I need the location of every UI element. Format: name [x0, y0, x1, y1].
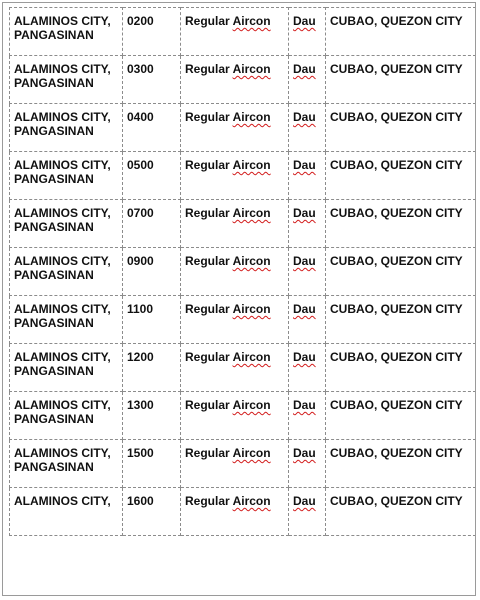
- bus-class-cell: [181, 344, 289, 392]
- departure-time-cell: 1100: [123, 296, 181, 344]
- bus-class-word-aircon: Aircon: [232, 110, 271, 124]
- bus-class-word-aircon: Aircon: [232, 398, 271, 412]
- departure-time-cell: 1600: [123, 488, 181, 536]
- via-cell: [289, 488, 326, 536]
- origin-cell: ALAMINOS CITY, PANGASINAN: [10, 152, 123, 200]
- destination-cell: CUBAO, QUEZON CITY: [326, 392, 476, 440]
- via-text: Dau: [293, 446, 316, 460]
- schedule-row: [10, 200, 476, 248]
- bus-class-word: Regular: [185, 206, 230, 220]
- schedule-row: [10, 296, 476, 344]
- departure-time-cell: 0300: [123, 56, 181, 104]
- origin-cell: ALAMINOS CITY,: [10, 488, 123, 536]
- via-cell: [289, 296, 326, 344]
- departure-time-cell: 1200: [123, 344, 181, 392]
- bus-class-word-aircon: Aircon: [232, 62, 271, 76]
- bus-class-word-aircon: Aircon: [232, 302, 271, 316]
- bus-class-word-aircon: Aircon: [232, 206, 271, 220]
- origin-cell: ALAMINOS CITY, PANGASINAN: [10, 200, 123, 248]
- bus-class-cell: [181, 152, 289, 200]
- via-text: Dau: [293, 158, 316, 172]
- bus-class-word-aircon: Aircon: [232, 350, 271, 364]
- bus-class-cell: [181, 56, 289, 104]
- destination-cell: CUBAO, QUEZON CITY: [326, 248, 476, 296]
- bus-class-cell: [181, 392, 289, 440]
- departure-time-cell: 0700: [123, 200, 181, 248]
- departure-time-cell: 1300: [123, 392, 181, 440]
- via-cell: [289, 248, 326, 296]
- schedule-row: [10, 248, 476, 296]
- via-cell: [289, 152, 326, 200]
- bus-class-cell: [181, 440, 289, 488]
- origin-cell: ALAMINOS CITY, PANGASINAN: [10, 56, 123, 104]
- destination-cell: CUBAO, QUEZON CITY: [326, 8, 476, 56]
- origin-cell: ALAMINOS CITY, PANGASINAN: [10, 440, 123, 488]
- origin-cell: ALAMINOS CITY, PANGASINAN: [10, 344, 123, 392]
- schedule-row: [10, 488, 476, 536]
- bus-class-word-aircon: Aircon: [232, 446, 271, 460]
- bus-class-cell: [181, 488, 289, 536]
- via-text: Dau: [293, 398, 316, 412]
- origin-cell: ALAMINOS CITY, PANGASINAN: [10, 392, 123, 440]
- schedule-row: [10, 392, 476, 440]
- via-text: Dau: [293, 62, 316, 76]
- origin-cell: ALAMINOS CITY, PANGASINAN: [10, 248, 123, 296]
- bus-class-cell: [181, 8, 289, 56]
- bus-class-word: Regular: [185, 494, 230, 508]
- bus-class-word: Regular: [185, 62, 230, 76]
- origin-cell: ALAMINOS CITY, PANGASINAN: [10, 296, 123, 344]
- origin-cell: ALAMINOS CITY, PANGASINAN: [10, 8, 123, 56]
- via-text: Dau: [293, 302, 316, 316]
- destination-cell: CUBAO, QUEZON CITY: [326, 488, 476, 536]
- schedule-row: [10, 440, 476, 488]
- bus-class-word-aircon: Aircon: [232, 254, 271, 268]
- via-text: Dau: [293, 14, 316, 28]
- bus-class-word: Regular: [185, 254, 230, 268]
- via-cell: [289, 440, 326, 488]
- schedule-row: [10, 8, 476, 56]
- bus-class-word-aircon: Aircon: [232, 14, 271, 28]
- via-cell: [289, 56, 326, 104]
- bus-class-word: Regular: [185, 110, 230, 124]
- via-cell: [289, 392, 326, 440]
- departure-time-cell: 0500: [123, 152, 181, 200]
- bus-class-word: Regular: [185, 446, 230, 460]
- via-text: Dau: [293, 494, 316, 508]
- via-cell: [289, 200, 326, 248]
- bus-class-word: Regular: [185, 302, 230, 316]
- document-frame: [2, 2, 476, 596]
- departure-time-cell: 1500: [123, 440, 181, 488]
- bus-schedule-table: [9, 7, 476, 536]
- departure-time-cell: 0400: [123, 104, 181, 152]
- via-cell: [289, 104, 326, 152]
- schedule-row: [10, 56, 476, 104]
- origin-cell: ALAMINOS CITY, PANGASINAN: [10, 104, 123, 152]
- destination-cell: CUBAO, QUEZON CITY: [326, 152, 476, 200]
- destination-cell: CUBAO, QUEZON CITY: [326, 56, 476, 104]
- bus-class-cell: [181, 248, 289, 296]
- destination-cell: CUBAO, QUEZON CITY: [326, 200, 476, 248]
- via-text: Dau: [293, 206, 316, 220]
- bus-class-word-aircon: Aircon: [232, 494, 271, 508]
- bus-class-cell: [181, 200, 289, 248]
- via-text: Dau: [293, 110, 316, 124]
- bus-class-cell: [181, 104, 289, 152]
- destination-cell: CUBAO, QUEZON CITY: [326, 296, 476, 344]
- bus-class-word: Regular: [185, 158, 230, 172]
- destination-cell: CUBAO, QUEZON CITY: [326, 344, 476, 392]
- departure-time-cell: 0900: [123, 248, 181, 296]
- schedule-row: [10, 152, 476, 200]
- via-text: Dau: [293, 350, 316, 364]
- bus-class-word: Regular: [185, 350, 230, 364]
- schedule-row: [10, 344, 476, 392]
- bus-class-word: Regular: [185, 398, 230, 412]
- destination-cell: CUBAO, QUEZON CITY: [326, 440, 476, 488]
- destination-cell: CUBAO, QUEZON CITY: [326, 104, 476, 152]
- bus-class-word: Regular: [185, 14, 230, 28]
- bus-class-cell: [181, 296, 289, 344]
- schedule-row: [10, 104, 476, 152]
- schedule-body: [10, 8, 476, 536]
- via-cell: [289, 8, 326, 56]
- via-cell: [289, 344, 326, 392]
- departure-time-cell: 0200: [123, 8, 181, 56]
- bus-class-word-aircon: Aircon: [232, 158, 271, 172]
- via-text: Dau: [293, 254, 316, 268]
